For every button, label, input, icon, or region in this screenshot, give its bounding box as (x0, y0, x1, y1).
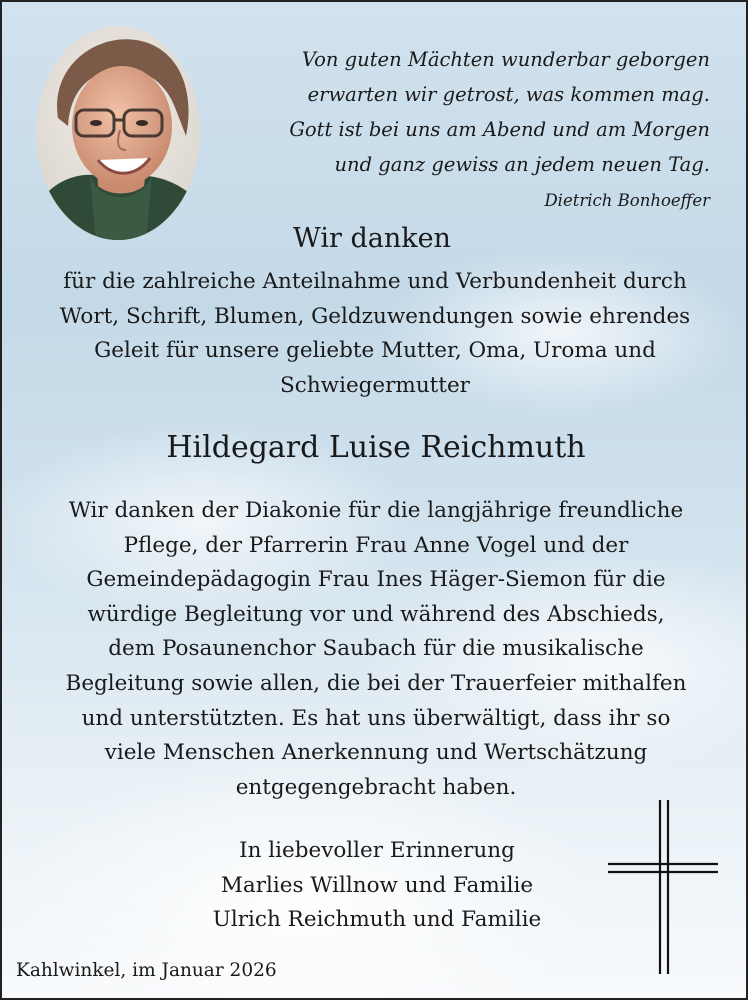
poem-line: Von guten Mächten wunderbar geborgen (301, 48, 710, 71)
intro-paragraph (20, 265, 730, 403)
body-line: Wir danken der Diakonie für die langjährige freundliche (68, 498, 684, 523)
portrait-photo (36, 26, 200, 240)
place-date: Kahlwinkel, im Januar 2026 (16, 960, 277, 981)
body-line: Begleitung sowie allen, die bei der Trauerfeier mithalfen (65, 670, 687, 696)
poem-author: Dietrich Bonhoeffer (544, 191, 710, 210)
intro-line: Geleit für unsere geliebte Mutter, Oma, Uroma und (94, 338, 656, 363)
body-line: würdige Begleitung vor und während des Abschieds, (87, 601, 665, 627)
body-line: und unterstützten. Es hat uns überwältigt, dass ihr so (81, 705, 671, 731)
body-line: entgegengebracht haben. (235, 774, 517, 800)
poem-line: Gott ist bei uns am Abend und am Morgen (289, 118, 710, 141)
body-line: viele Menschen Anerkennung und Wertschätzung (104, 740, 648, 766)
deceased-name: Hildegard Luise Reichmuth (166, 430, 586, 465)
closing-line: Marlies Willnow und Familie (220, 872, 534, 898)
closing-signature (177, 834, 577, 938)
closing-line: Ulrich Reichmuth und Familie (212, 907, 542, 932)
poem-line: erwarten wir getrost, was kommen mag. (307, 83, 710, 106)
intro-line: Wort, Schrift, Blumen, Geldzuwendungen sowie ehrendes (59, 303, 691, 329)
body-line: dem Posaunenchor Saubach für die musikalische (108, 636, 644, 662)
double-line-cross-icon (606, 798, 720, 976)
body-line: Pflege, der Pfarrerin Frau Anne Vogel und der (123, 532, 629, 558)
body-line: Gemeindepädagogin Frau Ines Häger-Siemon für die (86, 567, 666, 593)
intro-line: für die zahlreiche Anteilnahme und Verbundenheit durch (63, 269, 687, 294)
poem-quote (230, 42, 710, 182)
closing-line: In liebevoller Erinnerung (239, 838, 515, 863)
poem-line: und ganz gewiss an jedem neuen Tag. (334, 153, 710, 176)
thanks-heading: Wir danken (293, 223, 451, 254)
thanks-paragraph (18, 494, 734, 805)
intro-line: Schwiegermutter (280, 372, 470, 398)
